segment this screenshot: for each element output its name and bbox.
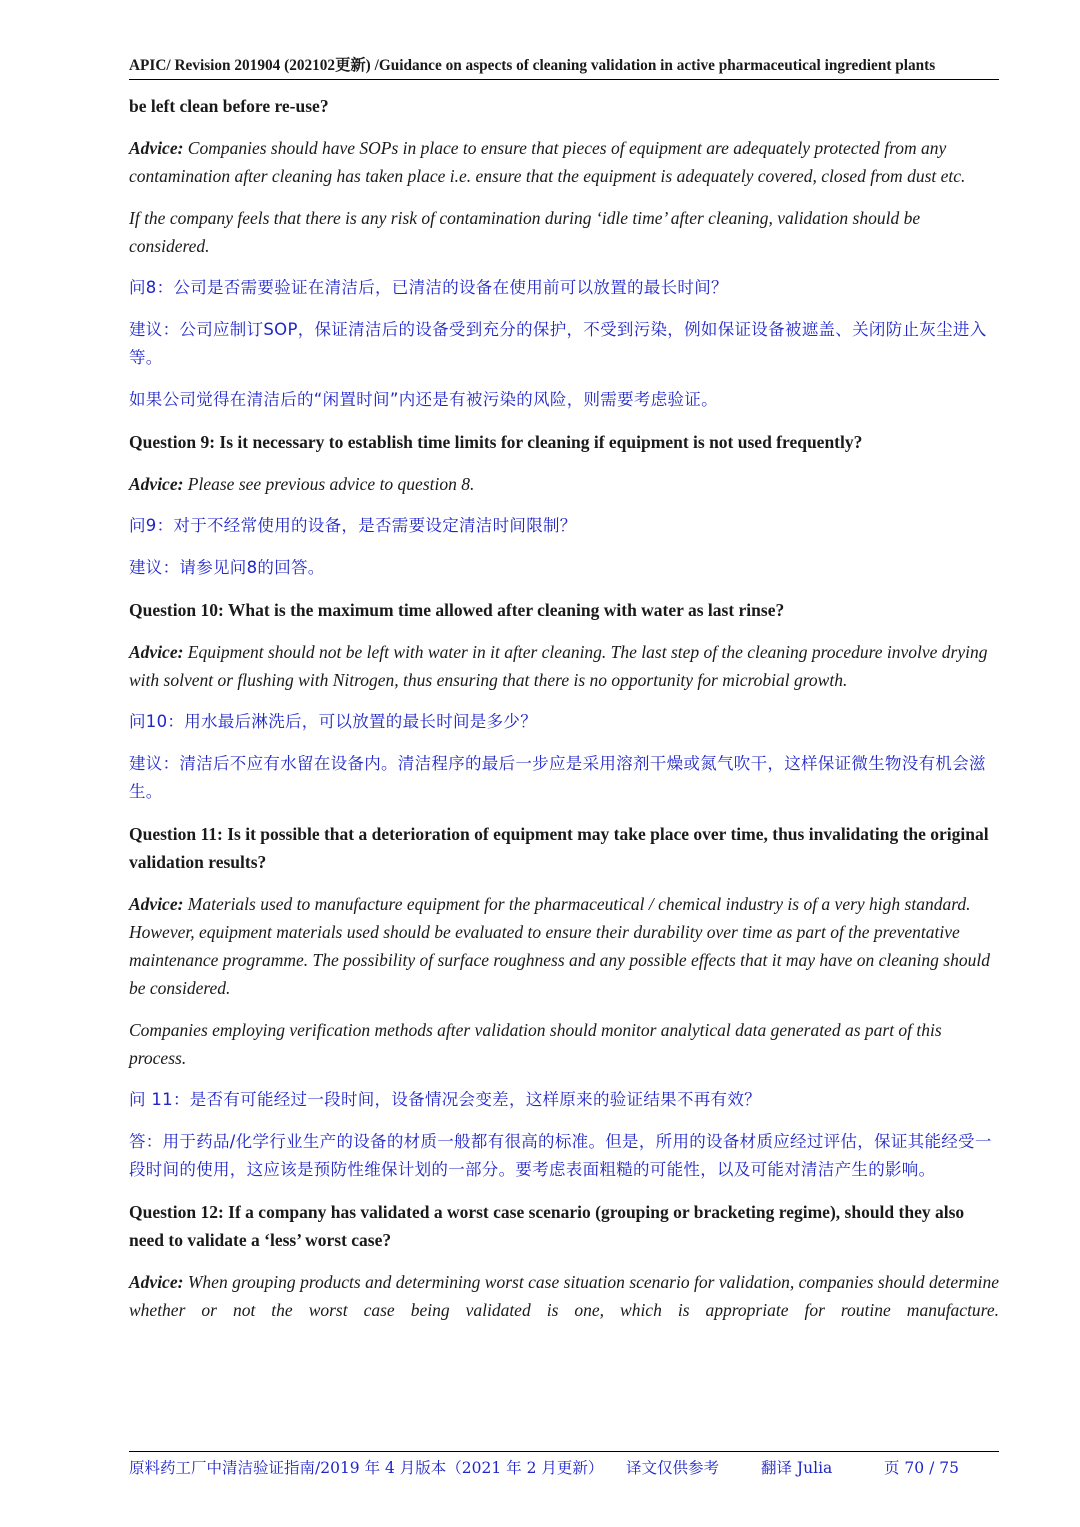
document-page [129,0,999,1527]
footer-note: 译文仅供参考 [626,1459,720,1477]
advice-9 [129,470,999,498]
question-11: Question 11: Is it possible that a deterioration of equipment may take place over time, thus invalidating the original validation results? [129,824,989,872]
footer-translator: 翻译 Julia [761,1459,833,1477]
advice-label: Advice: [129,642,184,662]
cn-answer-11: 答：用于药品/化学行业生产的设备的材质一般都有很高的标准。但是，所用的设备材质应经过评估，保证其能经受一段时间的使用，这应该是预防性维保计划的一部分。要考虑表面粗糙的可能性，以及可能对清洁产生的影响。 [129,1132,992,1179]
cn-question-8: 问8：公司是否需要验证在清洁后，已清洁的设备在使用前可以放置的最长时间？ [129,278,728,297]
advice-label: Advice: [129,894,184,914]
advice-label: Advice: [129,474,184,494]
footer-title: 原料药工厂中清洁验证指南/2019 年 4 月版本（2021 年 2 月更新） [129,1459,604,1477]
advice-8-paragraph-1 [129,134,999,190]
page-header: APIC/ Revision 201904 (202102更新) /Guidance on aspects of cleaning validation in active pharmaceutical ingredient plants [129,53,999,80]
page-content [129,92,999,1338]
advice-11-paragraph-2: Companies employing verification methods after validation should monitor analytical data generated as part of this process. [129,1020,942,1068]
cn-question-10: 问10：用水最后淋洗后，可以放置的最长时间是多少？ [129,712,537,731]
advice-text: Materials used to manufacture equipment for the pharmaceutical / chemical industry is of a very high standard. However, equipment materials used should be evaluated to ensure their durability over time as part of the preventative maintenance programme. The possibility of surface roughness and any possible effects that it may have on cleaning should be considered. [129,894,990,998]
advice-12 [129,1268,999,1324]
cn-question-9: 问9：对于不经常使用的设备，是否需要设定清洁时间限制？ [129,516,577,535]
question-10: Question 10: What is the maximum time allowed after cleaning with water as last rinse? [129,600,785,620]
question-9: Question 9: Is it necessary to establish time limits for cleaning if equipment is not used frequently? [129,432,863,452]
question-8-tail: be left clean before re-use? [129,96,329,116]
cn-answer-10: 建议：清洁后不应有水留在设备内。清洁程序的最后一步应是采用溶剂干燥或氮气吹干，这样保证微生物没有机会滋生。 [129,754,986,801]
cn-question-11: 问 11：是否有可能经过一段时间，设备情况会变差，这样原来的验证结果不再有效？ [129,1090,761,1109]
advice-text: When grouping products and determining worst case situation scenario for validation, companies should determine whether or not the worst case being validated is one, which is appropriate for routine manufacture. [129,1272,999,1320]
page-footer [129,1451,999,1478]
cn-answer-8-paragraph-1: 建议：公司应制订SOP，保证清洁后的设备受到充分的保护，不受到污染，例如保证设备被遮盖、关闭防止灰尘进入等。 [129,320,987,367]
advice-10 [129,638,999,694]
advice-text: Please see previous advice to question 8. [183,474,475,494]
footer-page-number: 页 70 / 75 [884,1459,959,1477]
advice-label: Advice: [129,138,184,158]
cn-answer-8-paragraph-2: 如果公司觉得在清洁后的“闲置时间”内还是有被污染的风险，则需要考虑验证。 [129,390,718,409]
question-12: Question 12: If a company has validated a worst case scenario (grouping or bracketing regime), should they also need to validate a ‘less’ worst case? [129,1202,965,1250]
advice-8-paragraph-2: If the company feels that there is any risk of contamination during ‘idle time’ after cleaning, validation should be considered. [129,208,921,256]
advice-text: Equipment should not be left with water in it after cleaning. The last step of the cleaning procedure involve drying with solvent or flushing with Nitrogen, thus ensuring that there is no opportunity for microbial growth. [129,642,988,690]
advice-text: Companies should have SOPs in place to ensure that pieces of equipment are adequately protected from any contamination after cleaning has taken place i.e. ensure that the equipment is adequately covered, closed from dust etc. [129,138,966,186]
advice-11-paragraph-1 [129,890,999,1002]
cn-answer-9: 建议：请参见问8的回答。 [129,558,325,577]
advice-label: Advice: [129,1272,184,1292]
